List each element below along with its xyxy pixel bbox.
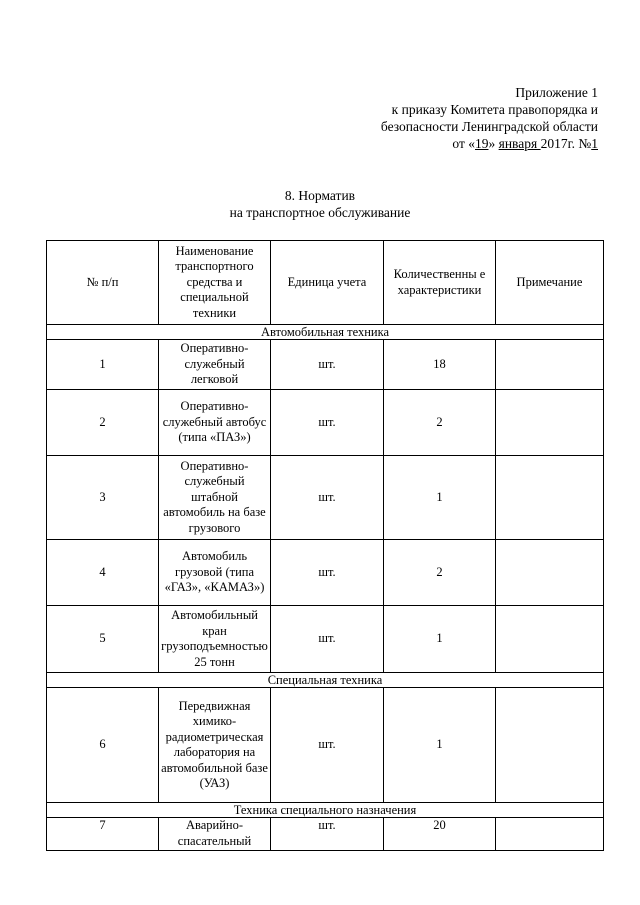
cell-note xyxy=(496,456,604,540)
cell-qty: 1 xyxy=(384,688,496,803)
title-line-subject: на транспортное обслуживание xyxy=(229,205,411,220)
cell-num: 1 xyxy=(47,340,159,390)
cell-unit: шт. xyxy=(271,390,384,456)
cell-note xyxy=(496,340,604,390)
cell-qty: 1 xyxy=(384,606,496,673)
header-line-appendix: Приложение 1 xyxy=(515,85,598,100)
cell-num: 3 xyxy=(47,456,159,540)
cell-name: Автомобиль грузовой (типа «ГАЗ», «КАМАЗ») xyxy=(159,540,271,606)
section-row-special xyxy=(47,673,604,688)
cell-unit: шт. xyxy=(271,540,384,606)
table-row xyxy=(47,818,604,851)
norm-table xyxy=(46,240,604,851)
section-row-special-purpose xyxy=(47,803,604,818)
cell-qty: 2 xyxy=(384,540,496,606)
section-title: Автомобильная техника xyxy=(47,325,604,340)
section-row-auto xyxy=(47,325,604,340)
section-title: Техника специального назначения xyxy=(47,803,604,818)
cell-num: 6 xyxy=(47,688,159,803)
header-name: Наименование транспортного средства и специальной техники xyxy=(159,241,271,325)
cell-note xyxy=(496,540,604,606)
header-unit: Единица учета xyxy=(271,241,384,325)
cell-num: 7 xyxy=(47,818,159,851)
date-day: 19 xyxy=(475,136,489,151)
cell-unit: шт. xyxy=(271,606,384,673)
table-header-row xyxy=(47,241,604,325)
cell-unit: шт. xyxy=(271,688,384,803)
header-num: № п/п xyxy=(47,241,159,325)
header-note: Примечание xyxy=(496,241,604,325)
date-prefix: от « xyxy=(452,136,475,151)
table-row xyxy=(47,688,604,803)
cell-num: 5 xyxy=(47,606,159,673)
header-line-committee: безопасности Ленинградской области xyxy=(380,119,598,134)
order-number: 1 xyxy=(591,136,598,151)
cell-note xyxy=(496,688,604,803)
date-year: 2017г. № xyxy=(540,136,592,151)
cell-name: Передвижная химико-радиометрическая лаборатория на автомобильной базе (УАЗ) xyxy=(159,688,271,803)
cell-unit: шт. xyxy=(271,818,384,851)
header-qty: Количественны е характеристики xyxy=(384,241,496,325)
cell-num: 2 xyxy=(47,390,159,456)
cell-name: Оперативно-служебный автобус (типа «ПАЗ») xyxy=(159,390,271,456)
cell-note xyxy=(496,606,604,673)
cell-unit: шт. xyxy=(271,456,384,540)
cell-qty: 18 xyxy=(384,340,496,390)
cell-num: 4 xyxy=(47,540,159,606)
cell-name: Оперативно-служебный легковой xyxy=(159,340,271,390)
date-mid: » xyxy=(488,136,499,151)
date-month: января xyxy=(498,136,541,151)
header-line-date xyxy=(298,135,598,152)
cell-qty: 20 xyxy=(384,818,496,851)
cell-qty: 2 xyxy=(384,390,496,456)
title-line-norm: 8. Норматив xyxy=(284,188,356,203)
cell-unit: шт. xyxy=(271,340,384,390)
cell-qty: 1 xyxy=(384,456,496,540)
table-row xyxy=(47,456,604,540)
cell-note xyxy=(496,818,604,851)
document-header xyxy=(298,84,598,152)
table-row xyxy=(47,390,604,456)
cell-name: Оперативно-служебный штабной автомобиль на базе грузового xyxy=(159,456,271,540)
section-title: Специальная техника xyxy=(47,673,604,688)
table-row xyxy=(47,340,604,390)
table-row xyxy=(47,540,604,606)
cell-name: Автомобильный кран грузоподъемностью 25 тонн xyxy=(159,606,271,673)
cell-note xyxy=(496,390,604,456)
header-line-order: к приказу Комитета правопорядка и xyxy=(391,102,598,117)
cell-name: Аварийно-спасательный xyxy=(159,818,271,851)
table-row xyxy=(47,606,604,673)
document-title xyxy=(0,187,640,221)
